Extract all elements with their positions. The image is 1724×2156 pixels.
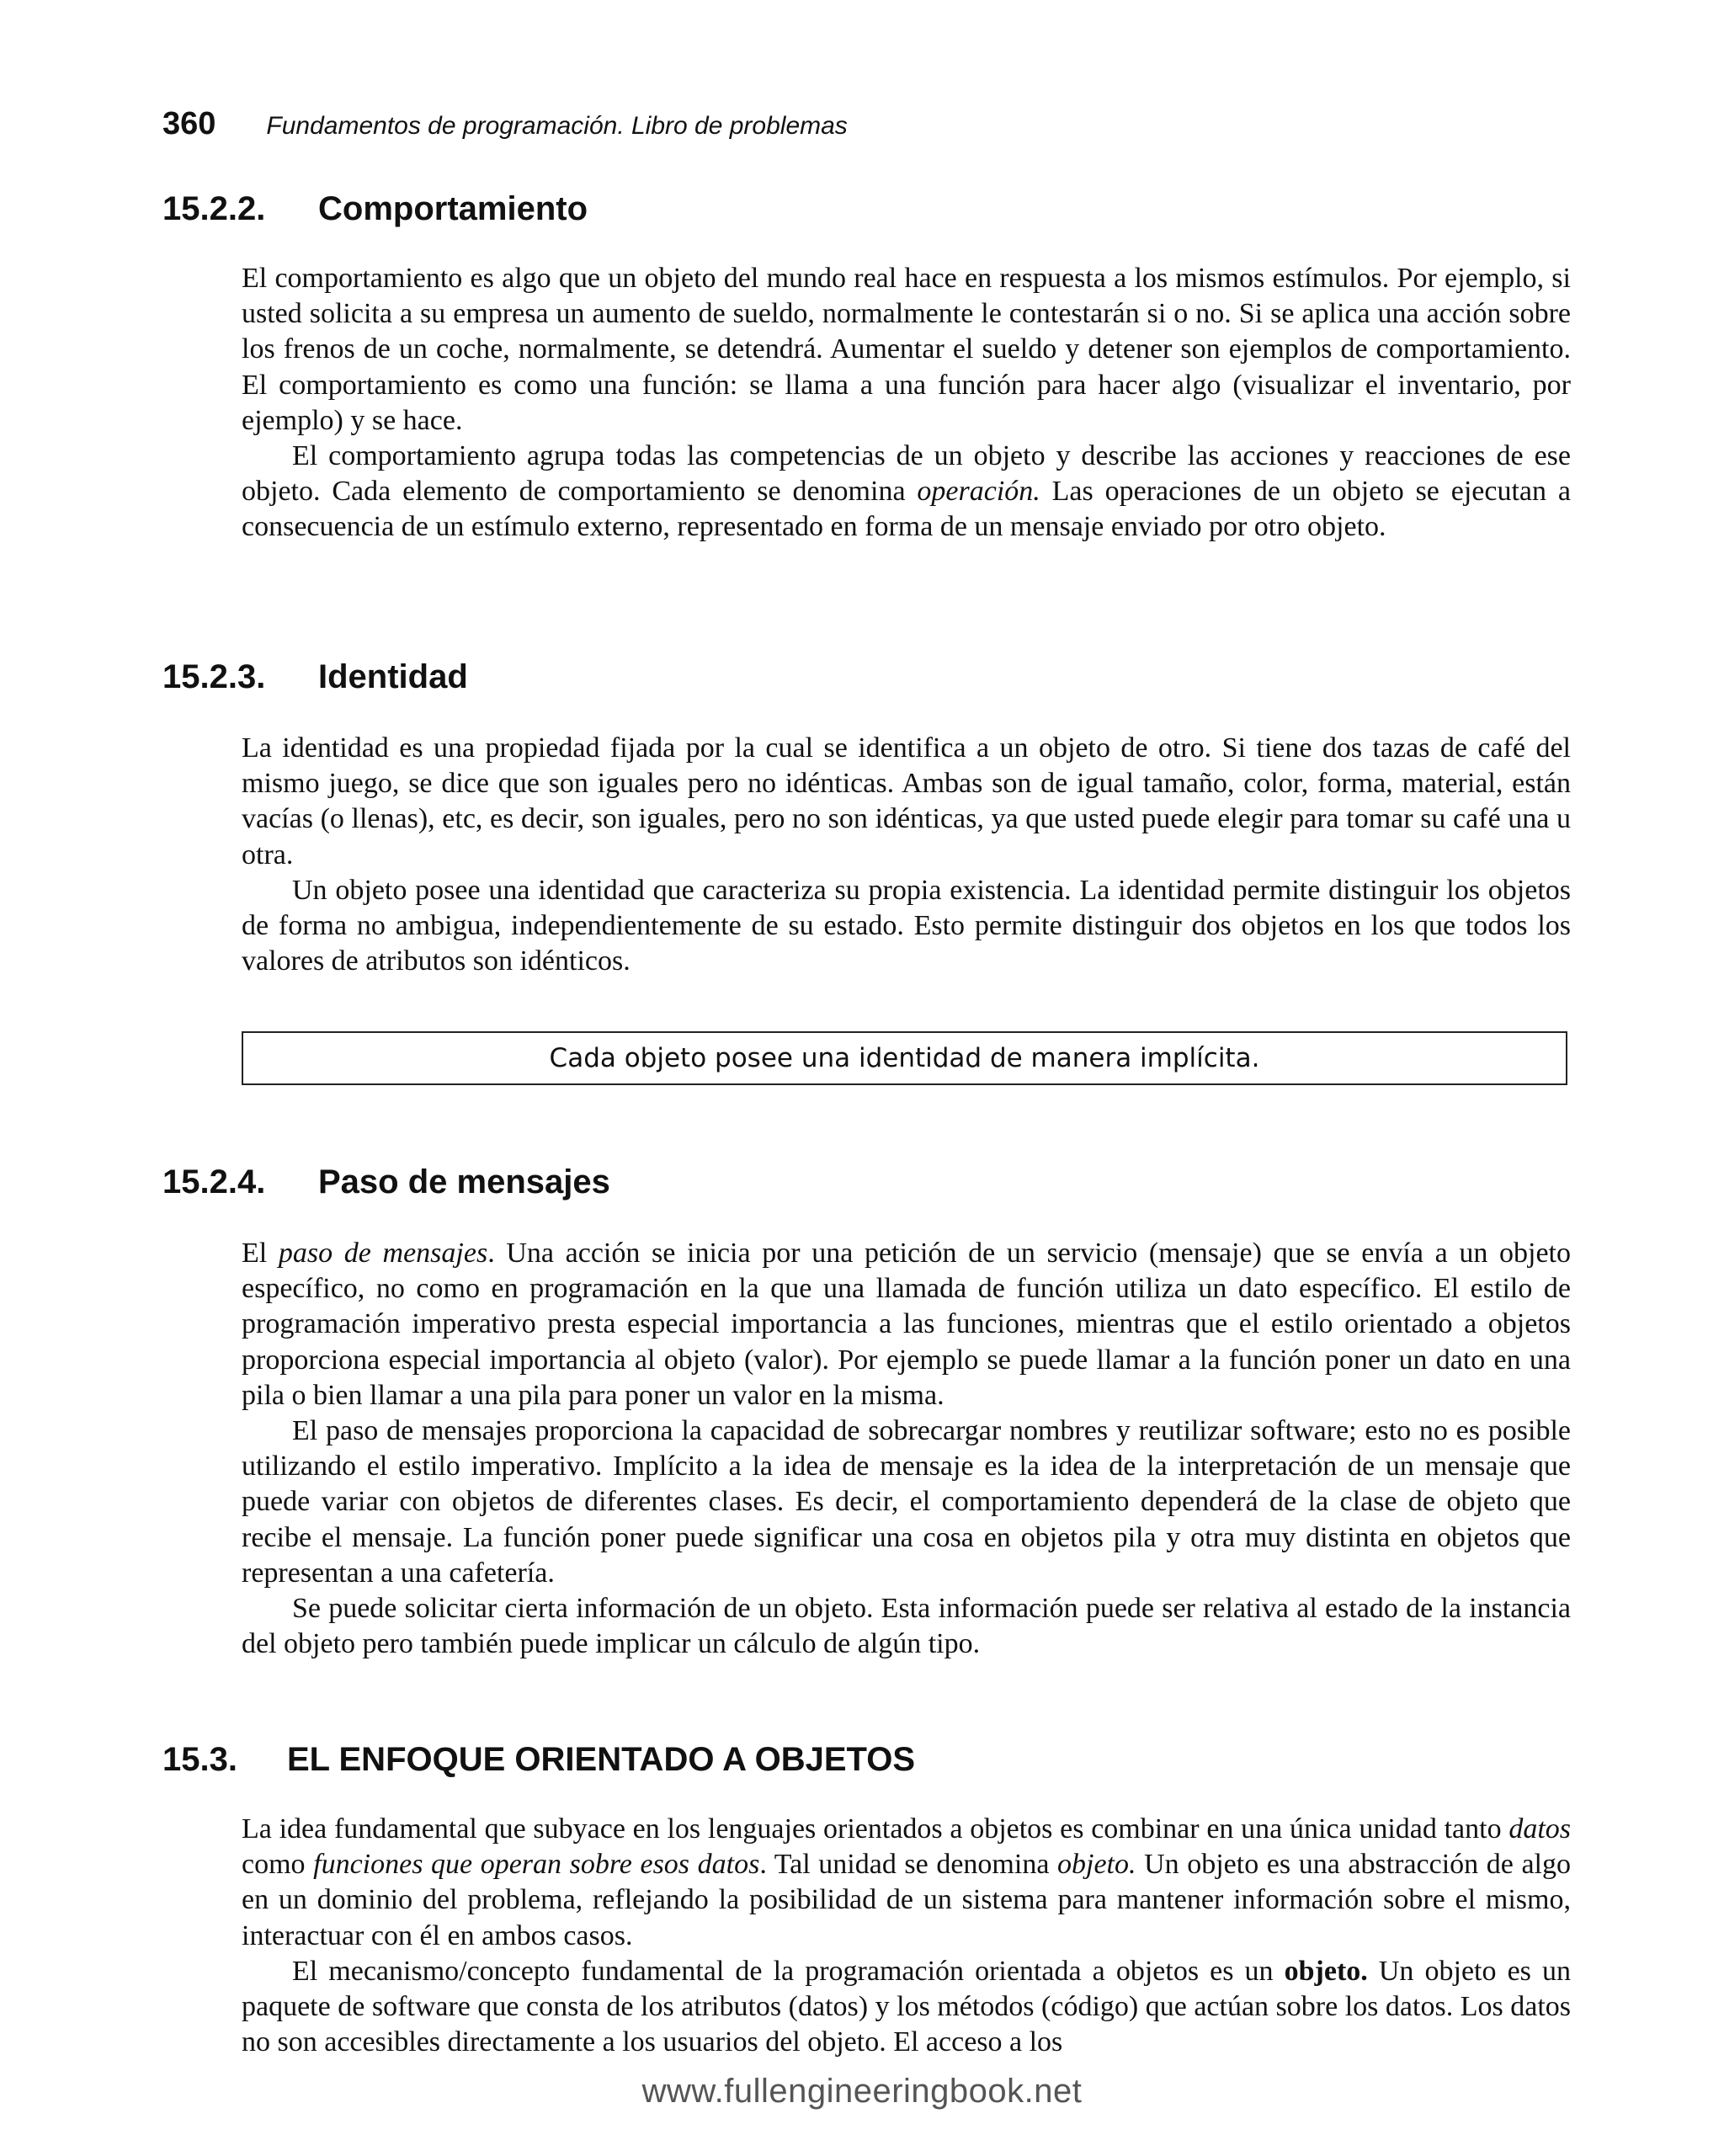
section-number: 15.2.3. <box>162 658 266 695</box>
emphasis: operación. <box>917 476 1040 508</box>
footer-url: www.fullengineeringbook.net <box>641 2073 1083 2110</box>
running-head <box>162 106 848 148</box>
emphasis: datos <box>1508 1813 1571 1845</box>
section-heading-paso-de-mensajes <box>162 1163 610 1201</box>
paragraph: El comportamiento agrupa todas las competencias de un objeto y describe las acciones y reacciones de ese objeto. Cada elemento de comportamiento se denomina operación. Las operaciones de un objeto se ejecutan a consecuencia de un estímulo externo, representado en forma de un mensaje enviado por otro objeto. <box>242 440 1571 543</box>
paragraph: Se puede solicitar cierta información de un objeto. Esta información puede ser relativa al estado de la instancia del objeto pero también puede implicar un cálculo de algún tipo. <box>242 1593 1571 1660</box>
section-body-enfoque-orientado-a-objetos <box>242 1812 1571 2060</box>
section-heading-enfoque-orientado-a-objetos <box>162 1741 915 1779</box>
paragraph: El paso de mensajes proporciona la capacidad de sobrecargar nombres y reutilizar software; esto no es posible utilizando el estilo imperativo. Implícito a la idea de mensaje es la idea de la interpretación de un mensaje que puede variar con objetos de diferentes clases. Es decir, el comportamiento dependerá de la clase de objeto que recibe el mensaje. La función poner puede significar una cosa en objetos pila y otra muy distinta en objetos que representan a una cafetería. <box>242 1415 1571 1589</box>
section-heading-comportamiento <box>162 190 588 228</box>
note-box <box>242 1031 1567 1085</box>
book-title: Fundamentos de programación. Libro de problemas <box>266 112 848 140</box>
paragraph: El mecanismo/concepto fundamental de la programación orientada a objetos es un objeto. Un objeto es un paquete de software que consta de los atributos (datos) y los métodos (código) que actúan sobre los datos. Los datos no son accesibles directamente a los usuarios del objeto. El acceso a los <box>242 1955 1571 2058</box>
section-number: 15.2.4. <box>162 1163 266 1200</box>
paragraph: El comportamiento es algo que un objeto del mundo real hace en respuesta a los mismos estímulos. Por ejemplo, si usted solicita a su empresa un aumento de sueldo, normalmente le contestarán si o no. Si se aplica una acción sobre los frenos de un coche, normalmente, se detendrá. Aumentar el sueldo y detener son ejemplos de comportamiento. El comportamiento es como una función: se llama a una función para hacer algo (visualizar el inventario, por ejemplo) y se hace. <box>242 263 1571 436</box>
section-title: EL ENFOQUE ORIENTADO A OBJETOS <box>287 1741 916 1778</box>
emphasis: funciones que operan sobre esos datos <box>313 1849 760 1881</box>
paragraph: La identidad es una propiedad fijada por la cual se identifica a un objeto de otro. Si tiene dos tazas de café del mismo juego, se dice que son iguales pero no idénticas. Ambas son de igual tamaño, color, forma, material, están vacías (o llenas), etc, es decir, son iguales, pero no son idénticas, ya que usted puede elegir para tomar su café una u otra. <box>242 732 1571 870</box>
page-number: 360 <box>162 106 216 141</box>
section-body-paso-de-mensajes <box>242 1236 1571 1662</box>
section-number: 15.3. <box>162 1741 237 1778</box>
section-body-identidad <box>242 731 1571 979</box>
section-body-comportamiento <box>242 261 1571 546</box>
section-title: Paso de mensajes <box>318 1163 610 1200</box>
paragraph: Un objeto posee una identidad que caracteriza su propia existencia. La identidad permite distinguir los objetos de forma no ambigua, independientemente de su estado. Esto permite distinguir dos objetos en los que todos los valores de atributos son idénticos. <box>242 874 1571 977</box>
emphasis: paso de mensajes <box>278 1238 488 1269</box>
section-title: Identidad <box>318 658 468 695</box>
section-number: 15.2.2. <box>162 190 266 227</box>
paragraph: El paso de mensajes. Una acción se inicia por una petición de un servicio (mensaje) que se envía a un objeto específico, no como en programación en la que una llamada de función utiliza un dato específico. El estilo de programación imperativo presta especial importancia a las funciones, mientras que el estilo orientado a objetos proporciona especial importancia al objeto (valor). Por ejemplo se puede llamar a la función poner un dato en una pila o bien llamar a una pila para poner un valor en la misma. <box>242 1238 1572 1411</box>
strong-term: objeto. <box>1284 1955 1368 1987</box>
paragraph: La idea fundamental que subyace en los lenguajes orientados a objetos es combinar en una única unidad tanto datos como funciones que operan sobre esos datos. Tal unidad se denomina objeto. Un objeto es una abstracción de algo en un dominio del problema, reflejando la posibilidad de un sistema para mantener información sobre el mismo, interactuar con él en ambos casos. <box>242 1813 1571 1951</box>
emphasis: objeto. <box>1057 1849 1136 1881</box>
note-text: Cada objeto posee una identidad de manera implícita. <box>549 1043 1260 1073</box>
section-heading-identidad <box>162 658 468 696</box>
section-title: Comportamiento <box>318 190 588 227</box>
